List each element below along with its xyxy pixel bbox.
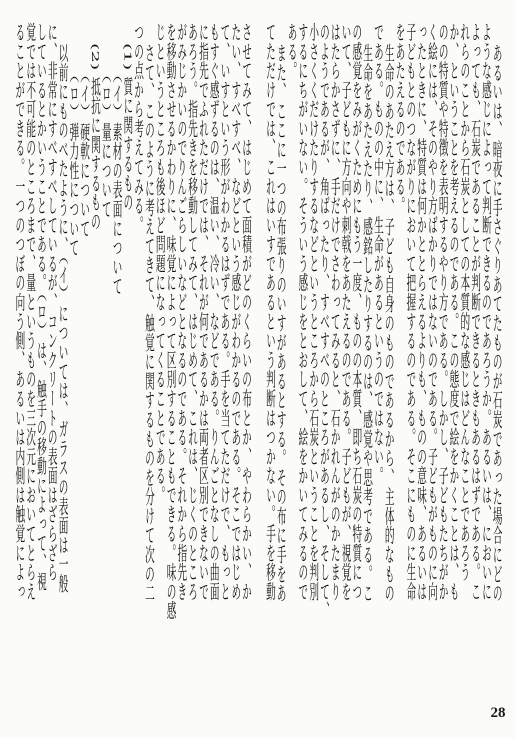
text-line: のようであるが、角ばったり、すべすべのところがあるし、そして、 xyxy=(318,22,330,620)
text-line: また、ここに一つの布張りのいすがあるとする。その布に手をあ xyxy=(275,43,287,603)
text-line: がみじかいのでりんごらしいなどとなるのである。それから指先き xyxy=(176,22,187,601)
text-line: させてみて、はじめて面積がどのくらいの布とか、やわらかい、か xyxy=(240,22,252,601)
text-line: て、いすという形がわかるはずである。手を当てただけで、もっと xyxy=(219,22,230,601)
text-line: あるいは、暗夜に手さぐりあてたものが石炭であった場合にどの xyxy=(491,43,502,603)
text-line: はたらかさずに、手だけでさわってみると、石かれんがのかたまり xyxy=(329,22,341,601)
text-line: に、非常にすべすべしているが、コンクリートの表面はざらざら xyxy=(46,22,58,582)
list-item: （イ）素材の表面について xyxy=(111,64,123,296)
text-line: 子どもとのつながりにおいて把握するのである。そこにものに生命 xyxy=(404,22,416,601)
list-item: （ロ）弾力性について xyxy=(68,64,79,258)
text-line: 覚では不可能のところまで、量というものを三次元においてとらえ xyxy=(24,22,36,601)
text-line: するにちがいない。そういう感じをとおして、絵をかいてみるので xyxy=(296,22,308,601)
right-text-block xyxy=(264,22,502,712)
text-line: しているとかいうことである。（ロ）は、触手の移動によって、視 xyxy=(35,22,47,592)
text-line: ったときに、特質は何かととらえるよりも、ものの意味、あるいは xyxy=(415,22,427,601)
list-item: （ロ）量について xyxy=(100,64,112,219)
text-line: れらのことから石炭としての本質的な感じはどんなことであろう xyxy=(458,22,470,582)
text-line: 生命をあたえたり、感銘したりするのは、感覚や思考である。こ xyxy=(361,43,373,603)
text-line: ある。 xyxy=(286,22,297,80)
left-text-block xyxy=(14,22,252,712)
text-line: よっても、石炭であることが判断できるときもあるはずである。こ xyxy=(469,22,481,601)
text-line: の感覚をみがくためにもう一度、ものの本質、即ち石炭の特質につ xyxy=(350,22,362,601)
list-heading: (1) 質に関するもの xyxy=(122,43,133,212)
text-line: のの特質や特徴を表明するやり方である。しかし、子どもたちがか xyxy=(437,22,448,601)
text-line: をあたえるのである。 xyxy=(394,22,405,215)
text-line: じというところも後ほど問題になってくることである。 xyxy=(154,22,166,505)
text-line: 小さくくだけたりするなどというところから石炭ということを判別 xyxy=(307,22,319,601)
text-line: さて、このように考えてきて、触覚に関するものを分けて次の二 xyxy=(143,43,155,603)
text-line: を移動させるかわりに、味覚によって区別することもできる。味の感 xyxy=(165,22,177,620)
text-line: く絵には、そのやり方ばかりではないのである。子どもがものに向 xyxy=(426,22,438,601)
text-line: か、ということを考えるのである。この態度で絵をかくことは、も xyxy=(448,22,459,601)
text-line: 以前にものべたように、（イ）については、ガラスの表面は一般 xyxy=(57,43,69,593)
text-line: に指先でふれただけでは、それが何であるかは両者区別できないで xyxy=(197,22,209,601)
text-line: あろう。指先きを移動してみて、はじめて、これは、じくのところ xyxy=(186,22,198,601)
page-number: 28 xyxy=(490,705,506,721)
text-line: てただけでは、これはいすであるという判断はつかない。手を移動 xyxy=(264,22,276,601)
text-line: ような感じによって判断できるのであろうか。あるいは、においに xyxy=(480,22,492,601)
text-line: たい、すべすべ、などという感じがわかるのである。そこではじめ xyxy=(230,22,241,601)
text-line: ることができる。一つのつぼの向う側、あるいは内側は触覚によっ xyxy=(14,22,25,601)
text-line: である。ものの中に、生命があるというのではない。 xyxy=(372,22,384,485)
text-line: いて、子どもに方向や刺戟をあたえるのである。子どもが、視覚を xyxy=(340,22,351,601)
list-heading: (2) 抵抗に関するもの xyxy=(89,43,101,231)
text-line: つの点から考えてみる。 xyxy=(132,22,144,235)
list-item: （イ）硬軟について xyxy=(78,64,90,239)
text-line: もすぐ感ずるのは、温い、冷い、などである。りんごとなしの曲面 xyxy=(208,22,220,601)
text-line: 生命のあたえ方は、子ども自身のものであるから、主体的なもの xyxy=(383,43,395,603)
